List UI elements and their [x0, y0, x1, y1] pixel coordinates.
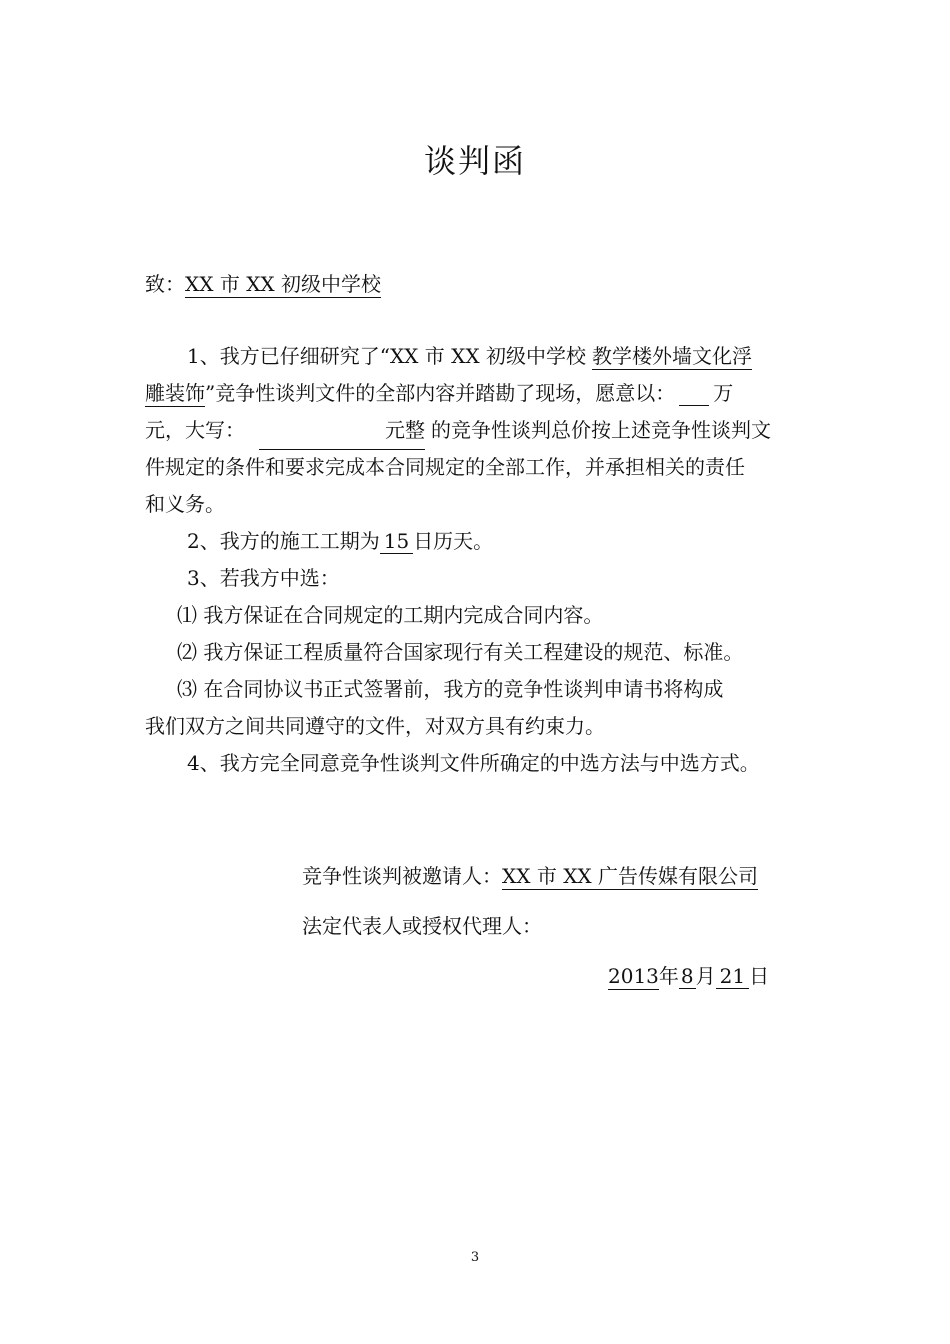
- construction-days: 15: [380, 529, 413, 554]
- recipient-line: [145, 266, 810, 302]
- date-year-unit: 年: [658, 964, 679, 988]
- para4-line: 4、我方完全同意竞争性谈判文件所确定的中选方法与中选方式。: [187, 751, 760, 775]
- para2-text: 2、我方的施工工期为: [187, 529, 380, 553]
- para1-line2: [145, 375, 810, 411]
- para3-item3-cont: 我们双方之间共同遵守的文件，对双方具有约束力。: [145, 714, 605, 738]
- page-number: 3: [470, 1250, 480, 1265]
- recipient-name: XX 市 XX 初级中学校: [185, 272, 382, 296]
- para1-text: 1、我方已仔细研究了“XX 市 XX 初级中学校: [187, 344, 586, 368]
- para1-text: 元，大写：: [145, 418, 245, 442]
- para2-line: [145, 523, 852, 559]
- date-line: [608, 958, 828, 994]
- date-day-unit: 日: [749, 964, 770, 988]
- para3-item3: ⑶ 在合同协议书正式签署前，我方的竞争性谈判申请书将构成: [177, 677, 724, 701]
- representative-line: 法定代表人或授权代理人：: [302, 914, 542, 938]
- document-title: 谈判函: [423, 142, 526, 180]
- para1-line4: 件规定的条件和要求完成本合同规定的全部工作，并承担相关的责任: [145, 455, 745, 479]
- para3-item1: ⑴ 我方保证在合同规定的工期内完成合同内容。: [177, 603, 604, 627]
- recipient-prefix: 致：: [145, 272, 185, 296]
- para1-line1: [145, 338, 810, 374]
- amount-in-words-blank: 元整: [259, 412, 425, 450]
- para1-line3: [145, 412, 810, 450]
- para3-heading: 3、若我方中选：: [187, 566, 340, 590]
- para3-item2: ⑵ 我方保证工程质量符合国家现行有关工程建设的规范、标准。: [177, 640, 744, 664]
- para1-text: 的竞争性谈判总价按上述竞争性谈判文: [431, 418, 771, 442]
- para2-text: 日历天。: [413, 529, 494, 553]
- project-name-part2: 雕装饰: [145, 381, 205, 405]
- date-month-unit: 月: [695, 964, 716, 988]
- amount-blank: [679, 379, 709, 406]
- para1-text: ”竞争性谈判文件的全部内容并踏勘了现场，愿意以：: [205, 381, 676, 405]
- date-month: 8: [680, 964, 694, 988]
- para1-line5: 和义务。: [145, 492, 225, 516]
- invitee-label: 竞争性谈判被邀请人：: [302, 864, 502, 888]
- invitee-name: XX 市 XX 广告传媒有限公司: [502, 864, 759, 888]
- date-year: 2013: [608, 964, 659, 988]
- project-name-part1: 教学楼外墙文化浮: [591, 344, 752, 368]
- invitee-line: [302, 858, 802, 894]
- para1-text: 万: [713, 381, 734, 405]
- date-day: 21: [716, 964, 749, 989]
